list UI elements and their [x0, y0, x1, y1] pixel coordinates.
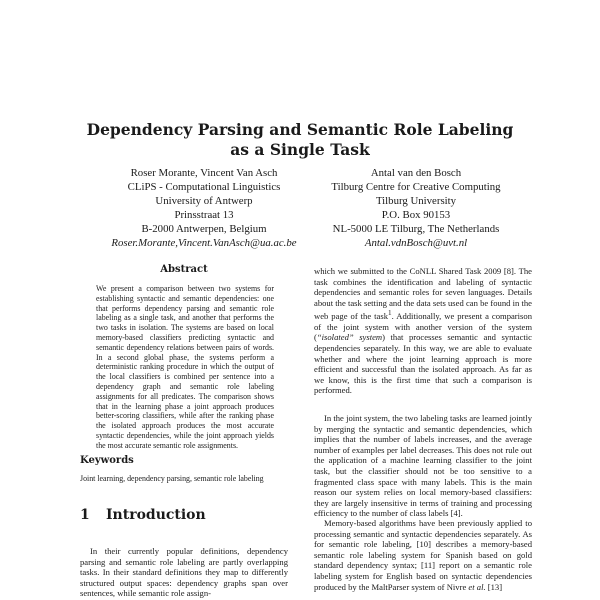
author-affiliation-line: Tilburg Centre for Creative Computing: [331, 181, 501, 193]
title-line-1: Dependency Parsing and Semantic Role Labeling: [86, 120, 514, 139]
section-number: 1: [80, 507, 90, 523]
abstract-heading: Abstract: [160, 264, 208, 275]
author-name: Antal van den Bosch: [370, 167, 462, 179]
author-affiliation-line: CLiPS - Computational Linguistics: [127, 181, 281, 193]
author-affiliation-line: NL-5000 LE Tilburg, The Netherlands: [332, 223, 500, 235]
title-line-2: as a Single Task: [230, 140, 370, 159]
paragraph-emphasis: “isolated” system: [316, 332, 383, 343]
author-affiliation-line: Prinsstraat 13: [174, 209, 234, 221]
author-block-2: [296, 166, 536, 250]
right-column-paragraph-1: [314, 266, 532, 396]
paper-title: [0, 120, 600, 160]
author-block-1: [84, 166, 324, 250]
author-affiliation-line: Tilburg University: [375, 195, 457, 207]
paragraph-text: ) that processes semantic and syntactic dependencies separately. In this way, we are able to evaluate whether and where the joint learning approach is more efficient and successful than the isolated approach. As far as we know, this is the first time that such a comparison is performed.: [314, 332, 532, 396]
paragraph-text: which we submitted to the CoNLL Shared Task 2009 [8]. The task combines the identification and labeling of syntactic dependencies and semantic roles for seven languages. Details about the task setting and the data sets used can be found in the web page of the task: [314, 266, 532, 322]
right-column-paragraph-3: [314, 518, 532, 592]
intro-paragraph: In their currently popular definitions, dependency parsing and semantic role labeling are partly overlapping tasks. In their standard definitions they map to differently structured output spaces: dependency graphs span over sentences, while semantic role assign-: [80, 546, 288, 599]
abstract-text: We present a comparison between two systems for establishing syntactic and semantic dependencies: one that performs dependency parsing and semantic role labeling as a single task, and another that performs the two tasks in isolation. The systems are based on local memory-based classifiers predicting syntactic and semantic dependency relations between pairs of words. In a second global phase, the systems perform a deterministic ranking procedure in which the output of the local classifiers is combined per sentence into a dependency graph and semantic role labeling assignments for all predicates. The comparison shows that in the learning phase a joint approach produces better-scoring classifiers, while after the ranking phase the isolated approach produces the most accurate syntactic dependencies, while the joint approach yields the most accurate semantic role assignments.: [96, 284, 274, 450]
author-affiliation-line: P.O. Box 90153: [381, 209, 451, 221]
paragraph-text: . Additionally, we present a comparison of the joint system with another version of the system (: [314, 311, 532, 343]
right-column-paragraph-2: In the joint system, the two labeling tasks are learned jointly by merging the syntactic and semantic dependencies, which implies that the number of labels increases, and the average number of examples per label decreases. This does not rule out the application of a machine learning classifier to the joint task, but the classifier should not be too sensitive to a fragmented class space with many labels. This is the main reason our system relies on local memory-based classifiers: they are largely insensitive in terms of training and processing efficiency to the number of class labels [4].: [314, 413, 532, 519]
footnote-marker: 1: [388, 309, 392, 318]
section-title: Introduction: [106, 507, 206, 523]
author-affiliation-line: B-2000 Antwerpen, Belgium: [141, 223, 267, 235]
author-affiliation-line: University of Antwerp: [155, 195, 253, 207]
author-email: Roser.Morante,Vincent.VanAsch@ua.ac.be: [111, 237, 297, 249]
keywords-heading: Keywords: [80, 455, 134, 466]
author-name: Roser Morante, Vincent Van Asch: [130, 167, 278, 179]
paragraph-emphasis: et al.: [468, 581, 486, 592]
paragraph-text: Memory-based algorithms have been previously applied to processing semantic and syntactic dependencies separately. As for semantic role labeling, [10] describes a memory-based semantic role labeling system for Spanish based on gold standard dependency syntax; [11] report on a semantic role labeling system for English based on syntactic dependencies produced by the MaltParser system of Nivre: [314, 518, 532, 592]
section-heading-introduction: [80, 507, 206, 523]
keywords-text: Joint learning, dependency parsing, semantic role labeling: [80, 474, 264, 483]
paragraph-text: [13]: [485, 581, 503, 592]
author-email: Antal.vdnBosch@uvt.nl: [364, 237, 468, 249]
